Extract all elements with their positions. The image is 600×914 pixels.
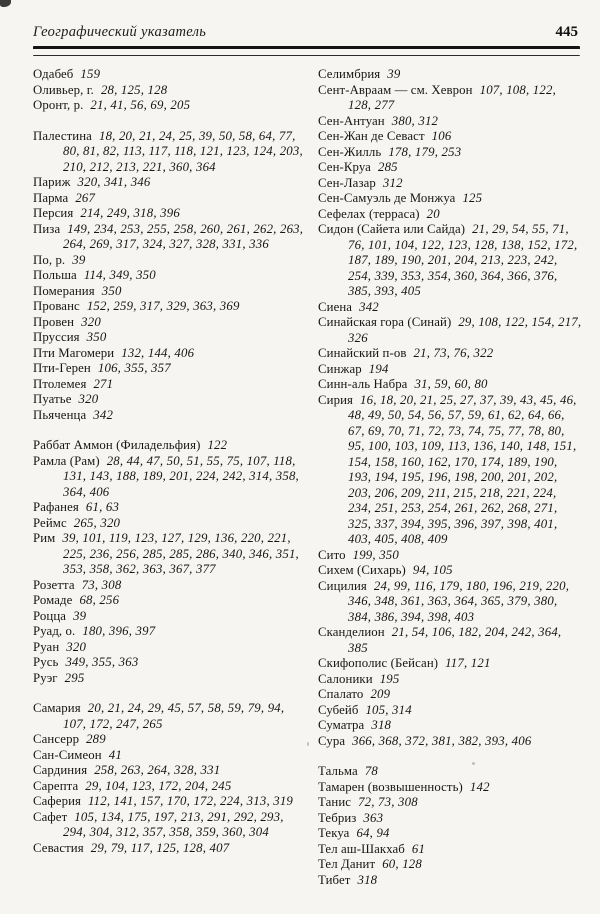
- index-entry: [33, 83, 305, 99]
- entry-name: Розетта: [33, 577, 75, 592]
- entry-name: Салоники: [318, 671, 373, 686]
- entry-name: Сито: [318, 547, 346, 562]
- entry-pages: 366, 368, 372, 381, 382, 393, 406: [352, 733, 532, 748]
- entry-pages: 350: [101, 283, 122, 298]
- entry-pages: 21, 41, 56, 69, 205: [90, 98, 191, 112]
- entry-pages: 29, 104, 123, 172, 204, 245: [85, 778, 232, 793]
- entry-name: Рафанея: [33, 500, 79, 514]
- entry-name: Сент-Авраам — см. Хеврон: [318, 82, 473, 97]
- index-entry: [318, 703, 582, 719]
- index-entry: [33, 284, 305, 300]
- entry-name: Провен: [33, 314, 75, 329]
- entry-name: Текуа: [318, 826, 350, 840]
- index-entry: [33, 640, 305, 656]
- index-entry: [33, 361, 305, 377]
- entry-name: Тебриз: [318, 810, 357, 825]
- entry-pages: 289: [86, 732, 106, 746]
- index-entry: [318, 842, 582, 858]
- index-entry: [318, 346, 582, 362]
- entry-pages: 180, 396, 397: [82, 624, 156, 638]
- entry-pages: 28, 44, 47, 50, 51, 55, 75, 107, 118, 131, 143, 188, 189, 201, 224, 242, 314, 358, 364, 406: [63, 453, 299, 499]
- entry-name: Синжар: [318, 361, 362, 376]
- entry-pages: 21, 73, 76, 322: [413, 346, 494, 360]
- entry-name: Синайская гора (Синай): [318, 315, 452, 329]
- index-entry: [318, 300, 582, 316]
- index-entry: [33, 748, 305, 764]
- entry-name: Сихем (Сихарь): [318, 563, 406, 577]
- entry-pages: 29, 108, 122, 154, 217, 326: [348, 315, 582, 345]
- entry-name: Оливьер, г.: [33, 82, 94, 97]
- index-columns: [33, 67, 582, 888]
- index-entry: [33, 655, 305, 671]
- entry-name: Самария: [33, 701, 81, 715]
- entry-name: Синн-аль Набра: [318, 377, 408, 391]
- index-entry: [33, 346, 305, 362]
- index-entry: [33, 671, 305, 687]
- entry-pages: 112, 141, 157, 170, 172, 224, 313, 319: [88, 794, 294, 808]
- index-entry: [33, 129, 305, 176]
- entry-name: Тальма: [318, 764, 358, 778]
- entry-name: Сарепта: [33, 778, 79, 793]
- entry-pages: 20: [426, 206, 440, 221]
- entry-name: Пиза: [33, 221, 61, 236]
- entry-name: Пьяченца: [33, 407, 87, 422]
- header-rule: [33, 46, 580, 56]
- index-entry: [33, 98, 305, 114]
- index-entry: [33, 222, 305, 253]
- entry-name: Пти-Герен: [33, 361, 91, 375]
- index-entry: [318, 734, 582, 750]
- index-group: [33, 701, 305, 856]
- entry-pages: 312: [382, 175, 403, 190]
- entry-pages: 61, 63: [85, 500, 120, 514]
- index-entry: [318, 811, 582, 827]
- index-entry: [33, 206, 305, 222]
- entry-name: Танис: [318, 795, 352, 809]
- index-entry: [33, 438, 305, 454]
- index-group: [33, 129, 305, 424]
- index-entry: [318, 191, 582, 207]
- entry-name: Парма: [33, 190, 69, 205]
- index-entry: [33, 268, 305, 284]
- entry-pages: 258, 263, 264, 328, 331: [94, 763, 221, 777]
- entry-name: Сен-Жилль: [318, 144, 382, 159]
- index-entry: [318, 129, 582, 145]
- index-entry: [318, 377, 582, 393]
- entry-pages: 24, 99, 116, 179, 180, 196, 219, 220, 346, 348, 361, 363, 364, 365, 379, 380, 384, 386, 394, 398, 403: [348, 578, 570, 624]
- entry-pages: 60, 128: [382, 857, 422, 871]
- entry-pages: 105, 134, 175, 197, 213, 291, 292, 293, 294, 304, 312, 357, 358, 359, 360, 304: [63, 809, 284, 839]
- index-entry: [33, 794, 305, 810]
- index-entry: [318, 393, 582, 548]
- index-entry: [318, 563, 582, 579]
- index-entry: [318, 83, 582, 114]
- entry-name: Сен-Антуан: [318, 113, 385, 128]
- entry-pages: 342: [93, 407, 114, 422]
- entry-pages: 320: [81, 314, 101, 329]
- index-entry: [33, 454, 305, 501]
- entry-name: Тибет: [318, 872, 351, 887]
- entry-pages: 78: [364, 764, 379, 778]
- index-entry: [33, 810, 305, 841]
- entry-name: Прованс: [33, 299, 80, 313]
- entry-name: Тамарен (возвышенность): [318, 779, 463, 794]
- entry-name: Селимбрия: [318, 67, 381, 81]
- index-entry: [318, 795, 582, 811]
- index-entry: [318, 145, 582, 161]
- entry-pages: 152, 259, 317, 329, 363, 369: [86, 299, 240, 313]
- entry-pages: 106, 355, 357: [97, 361, 171, 375]
- index-group: [318, 67, 582, 749]
- index-entry: [33, 315, 305, 331]
- entry-pages: 21, 29, 54, 55, 71, 76, 101, 104, 122, 123, 128, 138, 152, 172, 187, 189, 190, 201, 204, 213, 223, 242, 254, 339, 353, 354, 360, 364, 366, 376, 385, 393, 405: [348, 222, 578, 298]
- entry-pages: 114, 349, 350: [83, 268, 156, 282]
- entry-pages: 320: [66, 639, 87, 654]
- index-entry: [318, 207, 582, 223]
- entry-pages: 18, 20, 21, 24, 25, 39, 50, 58, 64, 77, 80, 81, 82, 113, 117, 118, 121, 123, 124, 203, 210, 212, 213, 221, 360, 364: [63, 128, 303, 174]
- entry-name: Птолемея: [33, 376, 87, 391]
- entry-name: Ромаде: [33, 593, 73, 607]
- entry-pages: 125: [462, 191, 483, 205]
- entry-pages: 117, 121: [445, 656, 491, 670]
- index-entry: [33, 701, 305, 732]
- entry-name: Русь: [33, 655, 59, 669]
- entry-name: Сура: [318, 733, 346, 748]
- entry-pages: 342: [359, 299, 379, 314]
- entry-name: Одабеб: [33, 67, 74, 81]
- entry-pages: 142: [469, 779, 490, 794]
- index-entry: [318, 687, 582, 703]
- entry-pages: 349, 355, 363: [65, 655, 139, 669]
- entry-name: По, р.: [33, 252, 66, 267]
- entry-name: Сиена: [318, 299, 353, 314]
- entry-name: Саферия: [33, 794, 82, 808]
- entry-name: Сен-Самуэль де Монжуа: [318, 191, 456, 205]
- entry-pages: 61: [411, 841, 426, 856]
- entry-name: Пруссия: [33, 330, 80, 344]
- entry-pages: 16, 18, 20, 21, 25, 27, 37, 39, 43, 45, 46, 48, 49, 50, 54, 56, 57, 59, 61, 62, 64, 66, 67, 69, 70, 71, 72, 73, 74, 75, 77, 78, 80, 95, 100, 103, 109, 113, 136, 140, 148, 151, 154, 158, 160, 162, 170, 174, 189, 190, 193, 194, 195, 196, 198, 200, 201, 202, 203, 206, 209, 211, 215, 218, 221, 224, 234, 251, 253, 254, 261, 262, 268, 271, 325, 337, 394, 395, 396, 397, 398, 401, 403, 405, 408, 409: [348, 392, 577, 546]
- entry-pages: 320: [78, 392, 99, 406]
- index-entry: [33, 763, 305, 779]
- index-entry: [33, 500, 305, 516]
- entry-name: Сицилия: [318, 578, 367, 593]
- index-entry: [33, 253, 305, 269]
- entry-name: Роцца: [33, 608, 67, 623]
- entry-pages: 214, 249, 318, 396: [80, 206, 180, 220]
- index-entry: [33, 67, 305, 83]
- entry-pages: 29, 79, 117, 125, 128, 407: [90, 840, 230, 855]
- entry-pages: 271: [93, 376, 114, 391]
- entry-name: Париж: [33, 175, 71, 189]
- index-entry: [33, 516, 305, 532]
- entry-pages: 265, 320: [73, 515, 121, 530]
- entry-pages: 209: [370, 687, 391, 701]
- entry-pages: 41: [108, 747, 122, 762]
- entry-pages: 39: [387, 67, 401, 81]
- entry-name: Синайский п-ов: [318, 346, 407, 360]
- index-entry: [318, 873, 582, 889]
- index-entry: [318, 672, 582, 688]
- entry-name: Сафет: [33, 809, 68, 824]
- entry-pages: 132, 144, 406: [121, 345, 195, 360]
- entry-name: Руад, о.: [33, 624, 76, 638]
- entry-pages: 39, 101, 119, 123, 127, 129, 136, 220, 221, 225, 236, 256, 285, 285, 286, 340, 346, 351, 353, 358, 362, 363, 367, 377: [62, 531, 299, 576]
- page-header: [33, 24, 582, 41]
- entry-name: Пти Магомери: [33, 345, 115, 360]
- entry-pages: 106: [431, 129, 452, 143]
- entry-pages: 72, 73, 308: [358, 795, 418, 809]
- entry-name: Раббат Аммон (Филадельфия): [33, 438, 201, 452]
- page-number: 445: [555, 24, 578, 40]
- index-entry: [33, 175, 305, 191]
- entry-pages: 21, 54, 106, 182, 204, 242, 364, 385: [348, 625, 562, 655]
- entry-pages: 94, 105: [412, 563, 453, 577]
- entry-name: Сефелах (терраса): [318, 206, 420, 221]
- index-entry: [318, 67, 582, 83]
- entry-name: Рим: [33, 531, 56, 545]
- index-entry: [318, 780, 582, 796]
- index-entry: [318, 764, 582, 780]
- index-entry: [318, 160, 582, 176]
- entry-pages: 178, 179, 253: [388, 144, 462, 159]
- entry-name: Сардиния: [33, 763, 88, 777]
- entry-name: Тел аш-Шакхаб: [318, 841, 405, 856]
- entry-name: Польша: [33, 268, 77, 282]
- index-entry: [318, 176, 582, 192]
- entry-pages: 64, 94: [356, 826, 390, 840]
- entry-name: Тел Данит: [318, 857, 376, 871]
- index-entry: [318, 548, 582, 564]
- entry-name: Сен-Жан де Севаст: [318, 129, 425, 143]
- entry-pages: 20, 21, 24, 29, 45, 57, 58, 59, 79, 94, 107, 172, 247, 265: [63, 701, 285, 731]
- entry-name: Оронт, р.: [33, 98, 84, 112]
- entry-name: Руан: [33, 639, 60, 654]
- entry-pages: 295: [64, 670, 85, 685]
- entry-pages: 350: [86, 330, 107, 344]
- index-entry: [33, 609, 305, 625]
- entry-name: Сирия: [318, 392, 354, 407]
- entry-pages: 267: [75, 190, 96, 205]
- entry-name: Сканделион: [318, 625, 385, 639]
- entry-name: Сан-Симеон: [33, 747, 102, 762]
- entry-name: Померания: [33, 283, 95, 298]
- index-entry: [33, 593, 305, 609]
- index-entry: [318, 315, 582, 346]
- entry-name: Реймс: [33, 515, 67, 530]
- entry-pages: 199, 350: [352, 547, 399, 562]
- index-entry: [33, 624, 305, 640]
- entry-pages: 285: [377, 160, 398, 174]
- entry-pages: 122: [207, 438, 228, 452]
- index-entry: [33, 191, 305, 207]
- entry-name: Сидон (Сайета или Сайда): [318, 222, 466, 236]
- index-entry: [33, 392, 305, 408]
- index-entry: [318, 114, 582, 130]
- index-entry: [318, 222, 582, 300]
- index-column-right: [318, 67, 582, 888]
- index-group: [33, 438, 305, 686]
- entry-pages: 159: [80, 67, 101, 81]
- entry-name: Севастия: [33, 840, 84, 855]
- index-entry: [33, 841, 305, 857]
- entry-pages: 318: [357, 872, 378, 887]
- index-entry: [33, 578, 305, 594]
- index-entry: [33, 377, 305, 393]
- entry-name: Палестина: [33, 128, 92, 143]
- index-group: [318, 764, 582, 888]
- index-entry: [318, 362, 582, 378]
- entry-name: Персия: [33, 206, 74, 220]
- entry-pages: 107, 108, 122, 128, 277: [348, 82, 556, 112]
- entry-pages: 39: [73, 608, 87, 623]
- entry-pages: 318: [371, 718, 392, 732]
- entry-name: Суматра: [318, 718, 365, 732]
- entry-name: Сен-Круа: [318, 160, 371, 174]
- index-entry: [33, 299, 305, 315]
- index-entry: [318, 857, 582, 873]
- index-entry: [33, 408, 305, 424]
- index-entry: [318, 718, 582, 734]
- entry-name: Спалато: [318, 687, 364, 701]
- index-entry: [33, 531, 305, 578]
- entry-pages: 380, 312: [391, 113, 439, 128]
- entry-name: Рамла (Рам): [33, 453, 100, 468]
- entry-pages: 149, 234, 253, 255, 258, 260, 261, 262, 263, 264, 269, 317, 324, 327, 328, 331, 336: [63, 221, 304, 251]
- entry-pages: 68, 256: [79, 593, 120, 607]
- entry-pages: 39: [72, 252, 86, 267]
- entry-pages: 195: [379, 671, 400, 686]
- entry-pages: 105, 314: [365, 702, 412, 717]
- index-entry: [318, 579, 582, 626]
- running-title: Географический указатель: [33, 24, 207, 40]
- entry-pages: 73, 308: [81, 577, 122, 592]
- entry-name: Руэг: [33, 670, 58, 685]
- entry-pages: 31, 59, 60, 80: [414, 377, 488, 391]
- index-column-left: [33, 67, 305, 888]
- index-group: [33, 67, 305, 114]
- entry-name: Сансерр: [33, 732, 80, 746]
- entry-name: Пуатье: [33, 392, 72, 406]
- index-entry: [318, 625, 582, 656]
- entry-pages: 363: [363, 810, 384, 825]
- index-entry: [318, 656, 582, 672]
- entry-pages: 194: [368, 361, 389, 376]
- index-entry: [318, 826, 582, 842]
- entry-name: Субейб: [318, 702, 359, 717]
- entry-name: Сен-Лазар: [318, 175, 376, 190]
- index-entry: [33, 732, 305, 748]
- index-entry: [33, 779, 305, 795]
- entry-pages: 320, 341, 346: [77, 175, 151, 189]
- entry-name: Скифополис (Бейсан): [318, 656, 439, 670]
- entry-pages: 28, 125, 128: [100, 82, 168, 97]
- index-entry: [33, 330, 305, 346]
